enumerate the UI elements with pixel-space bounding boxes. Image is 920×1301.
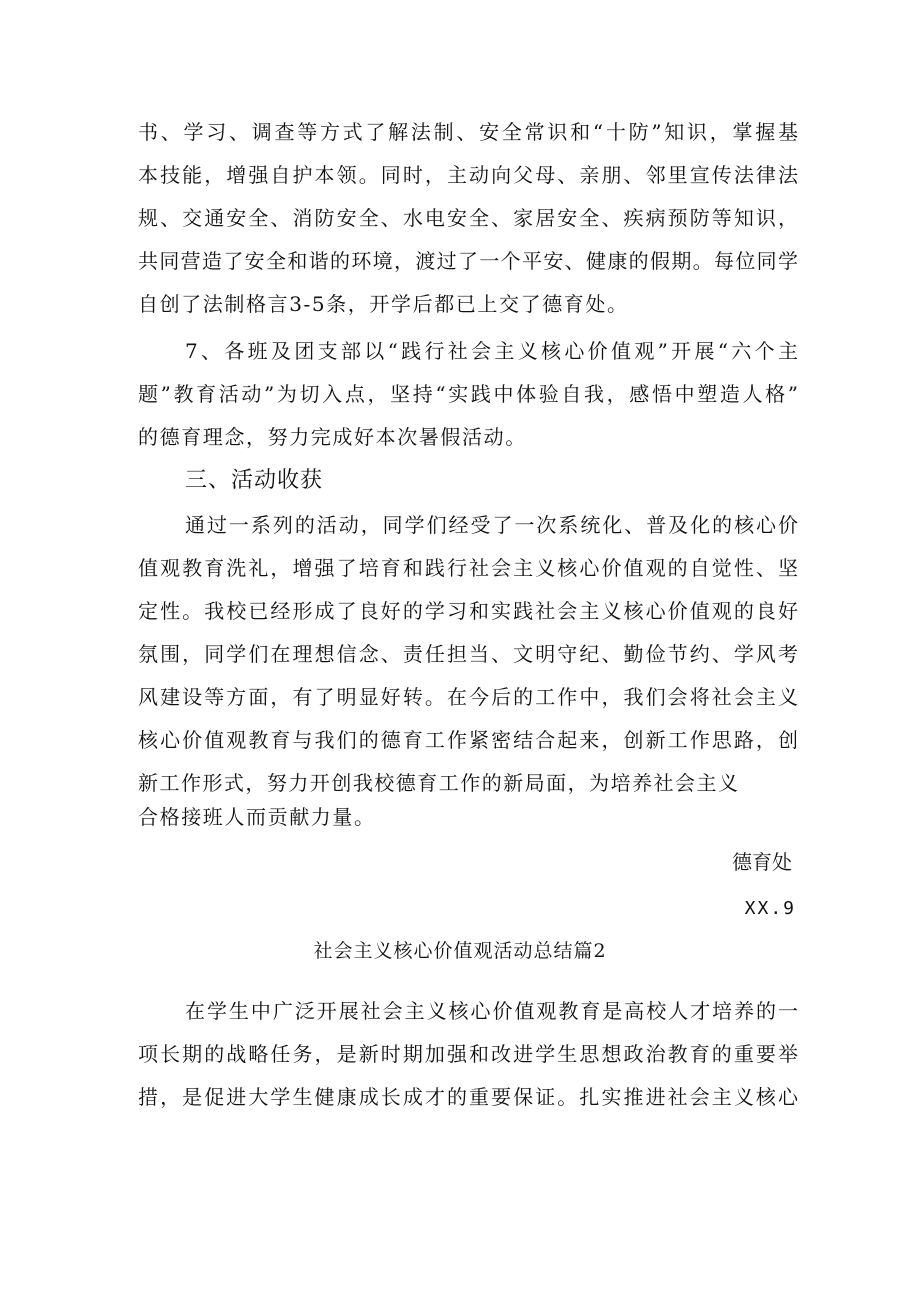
paragraph-line: 新工作形式，努力开创我校德育工作的新局面，为培养社会主义 <box>138 771 738 795</box>
section-heading: 三、活动收获 <box>185 468 324 493</box>
signature-department: 德育处 <box>732 850 792 874</box>
paragraph-line: 项长期的战略任务，是新时期加强和改进学生思想政治教育的重要举 <box>138 1042 798 1066</box>
paragraph-line: 核心价值观教育与我们的德育工作紧密结合起来，创新工作思路，创 <box>138 728 798 752</box>
paragraph-line: 规、交通安全、消防安全、水电安全、家居安全、疾病预防等知识， <box>138 206 798 230</box>
paragraph-line: 的德育理念，努力完成好本次暑假活动。 <box>138 425 527 449</box>
paragraph-line: 共同营造了安全和谐的环境，渡过了一个平安、健康的假期。每位同学 <box>138 249 798 273</box>
paragraph-line: 定性。我校已经形成了良好的学习和实践社会主义核心价值观的良好 <box>138 599 798 623</box>
paragraph-line: 书、学习、调查等方式了解法制、安全常识和“十防”知识，掌握基 <box>138 120 798 144</box>
paragraph-line: 值观教育洗礼，增强了培育和践行社会主义核心价值观的自觉性、坚 <box>138 556 798 580</box>
paragraph-line: 在学生中广泛开展社会主义核心价值观教育是高校人才培养的一 <box>185 999 798 1023</box>
paragraph-line: 氛围，同学们在理想信念、责任担当、文明守纪、勤俭节约、学风考 <box>138 642 798 666</box>
paragraph-line: 风建设等方面，有了明显好转。在今后的工作中，我们会将社会主义 <box>138 685 798 709</box>
paragraph-line: 7、各班及团支部以“践行社会主义核心价值观”开展“六个主 <box>185 339 798 363</box>
article-title: 社会主义核心价值观活动总结篇2 <box>313 940 607 962</box>
paragraph-line: 本技能，增强自护本领。同时，主动向父母、亲朋、邻里宣传法律法 <box>138 163 798 187</box>
paragraph-line: 题”教育活动”为切入点，坚持“实践中体验自我，感悟中塑造人格” <box>138 382 798 406</box>
paragraph-line: 通过一系列的活动，同学们经受了一次系统化、普及化的核心价 <box>185 513 798 537</box>
paragraph-line: 措，是促进大学生健康成长成才的重要保证。扎实推进社会主义核心 <box>138 1085 798 1109</box>
signature-date: XX.9 <box>744 898 796 919</box>
paragraph-line: 自创了法制格言3-5条，开学后都已上交了德育处。 <box>138 292 629 316</box>
paragraph-line: 合格接班人而贡献力量。 <box>138 805 376 829</box>
